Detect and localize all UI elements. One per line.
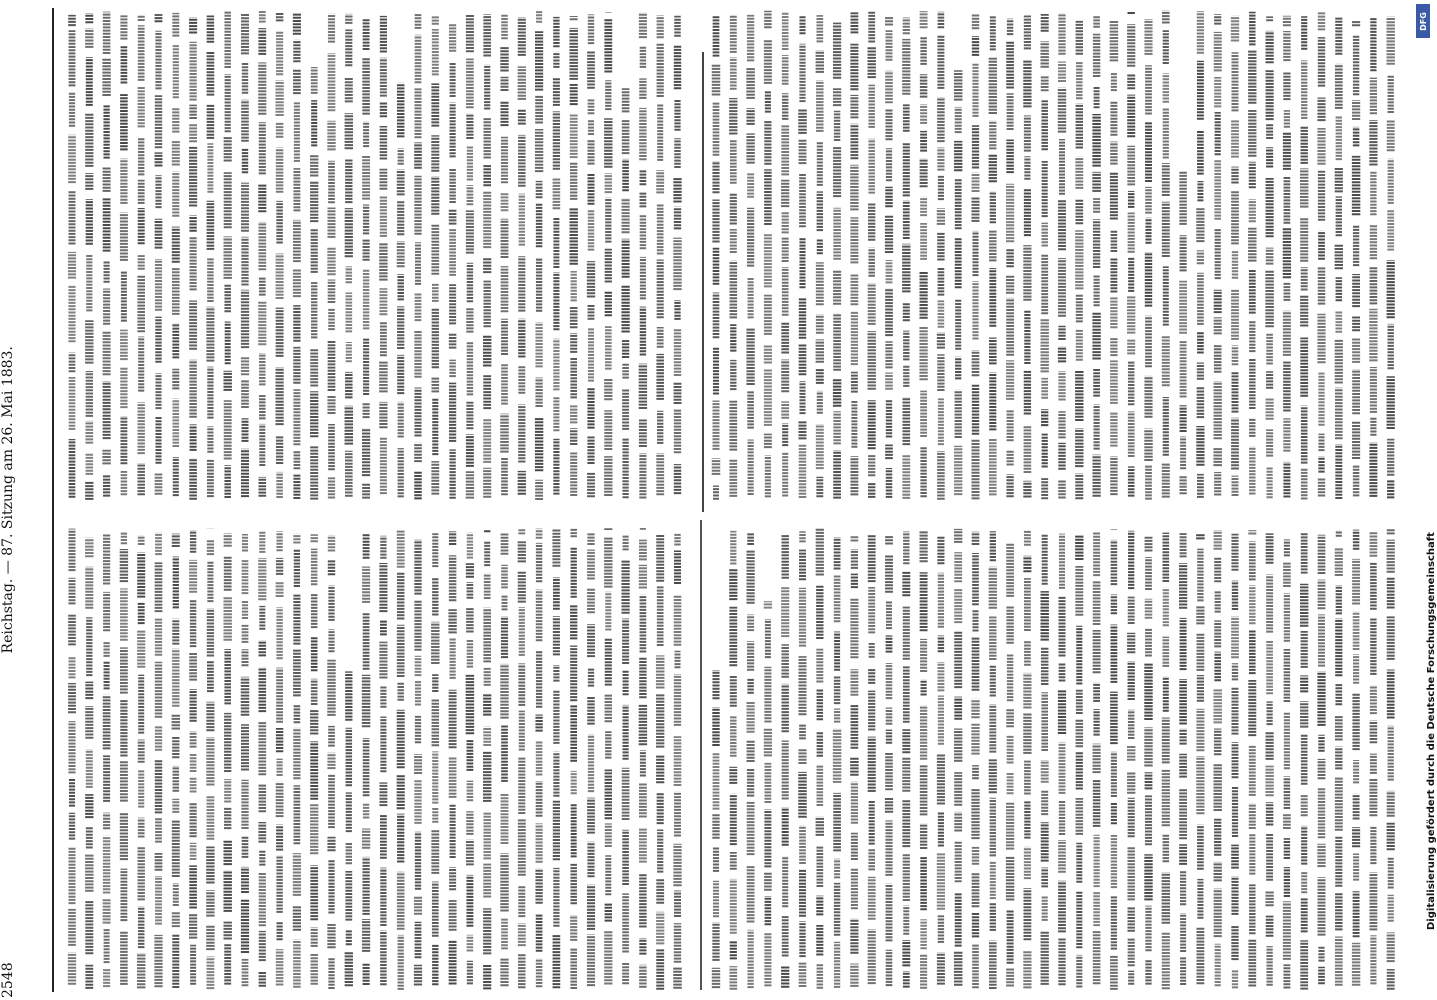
page-title: Reichstag. — 87. Sitzung am 26. Mai 1883. — [0, 346, 16, 654]
left-column-lines — [72, 10, 678, 990]
digitization-credit: Digitalisierung gefördert durch die Deutsche Forschungsgemeinschaft — [1426, 532, 1437, 930]
page-number: 2548 — [0, 962, 16, 998]
dfg-logo: DFG — [1416, 4, 1430, 38]
right-column-lines — [716, 11, 1391, 990]
